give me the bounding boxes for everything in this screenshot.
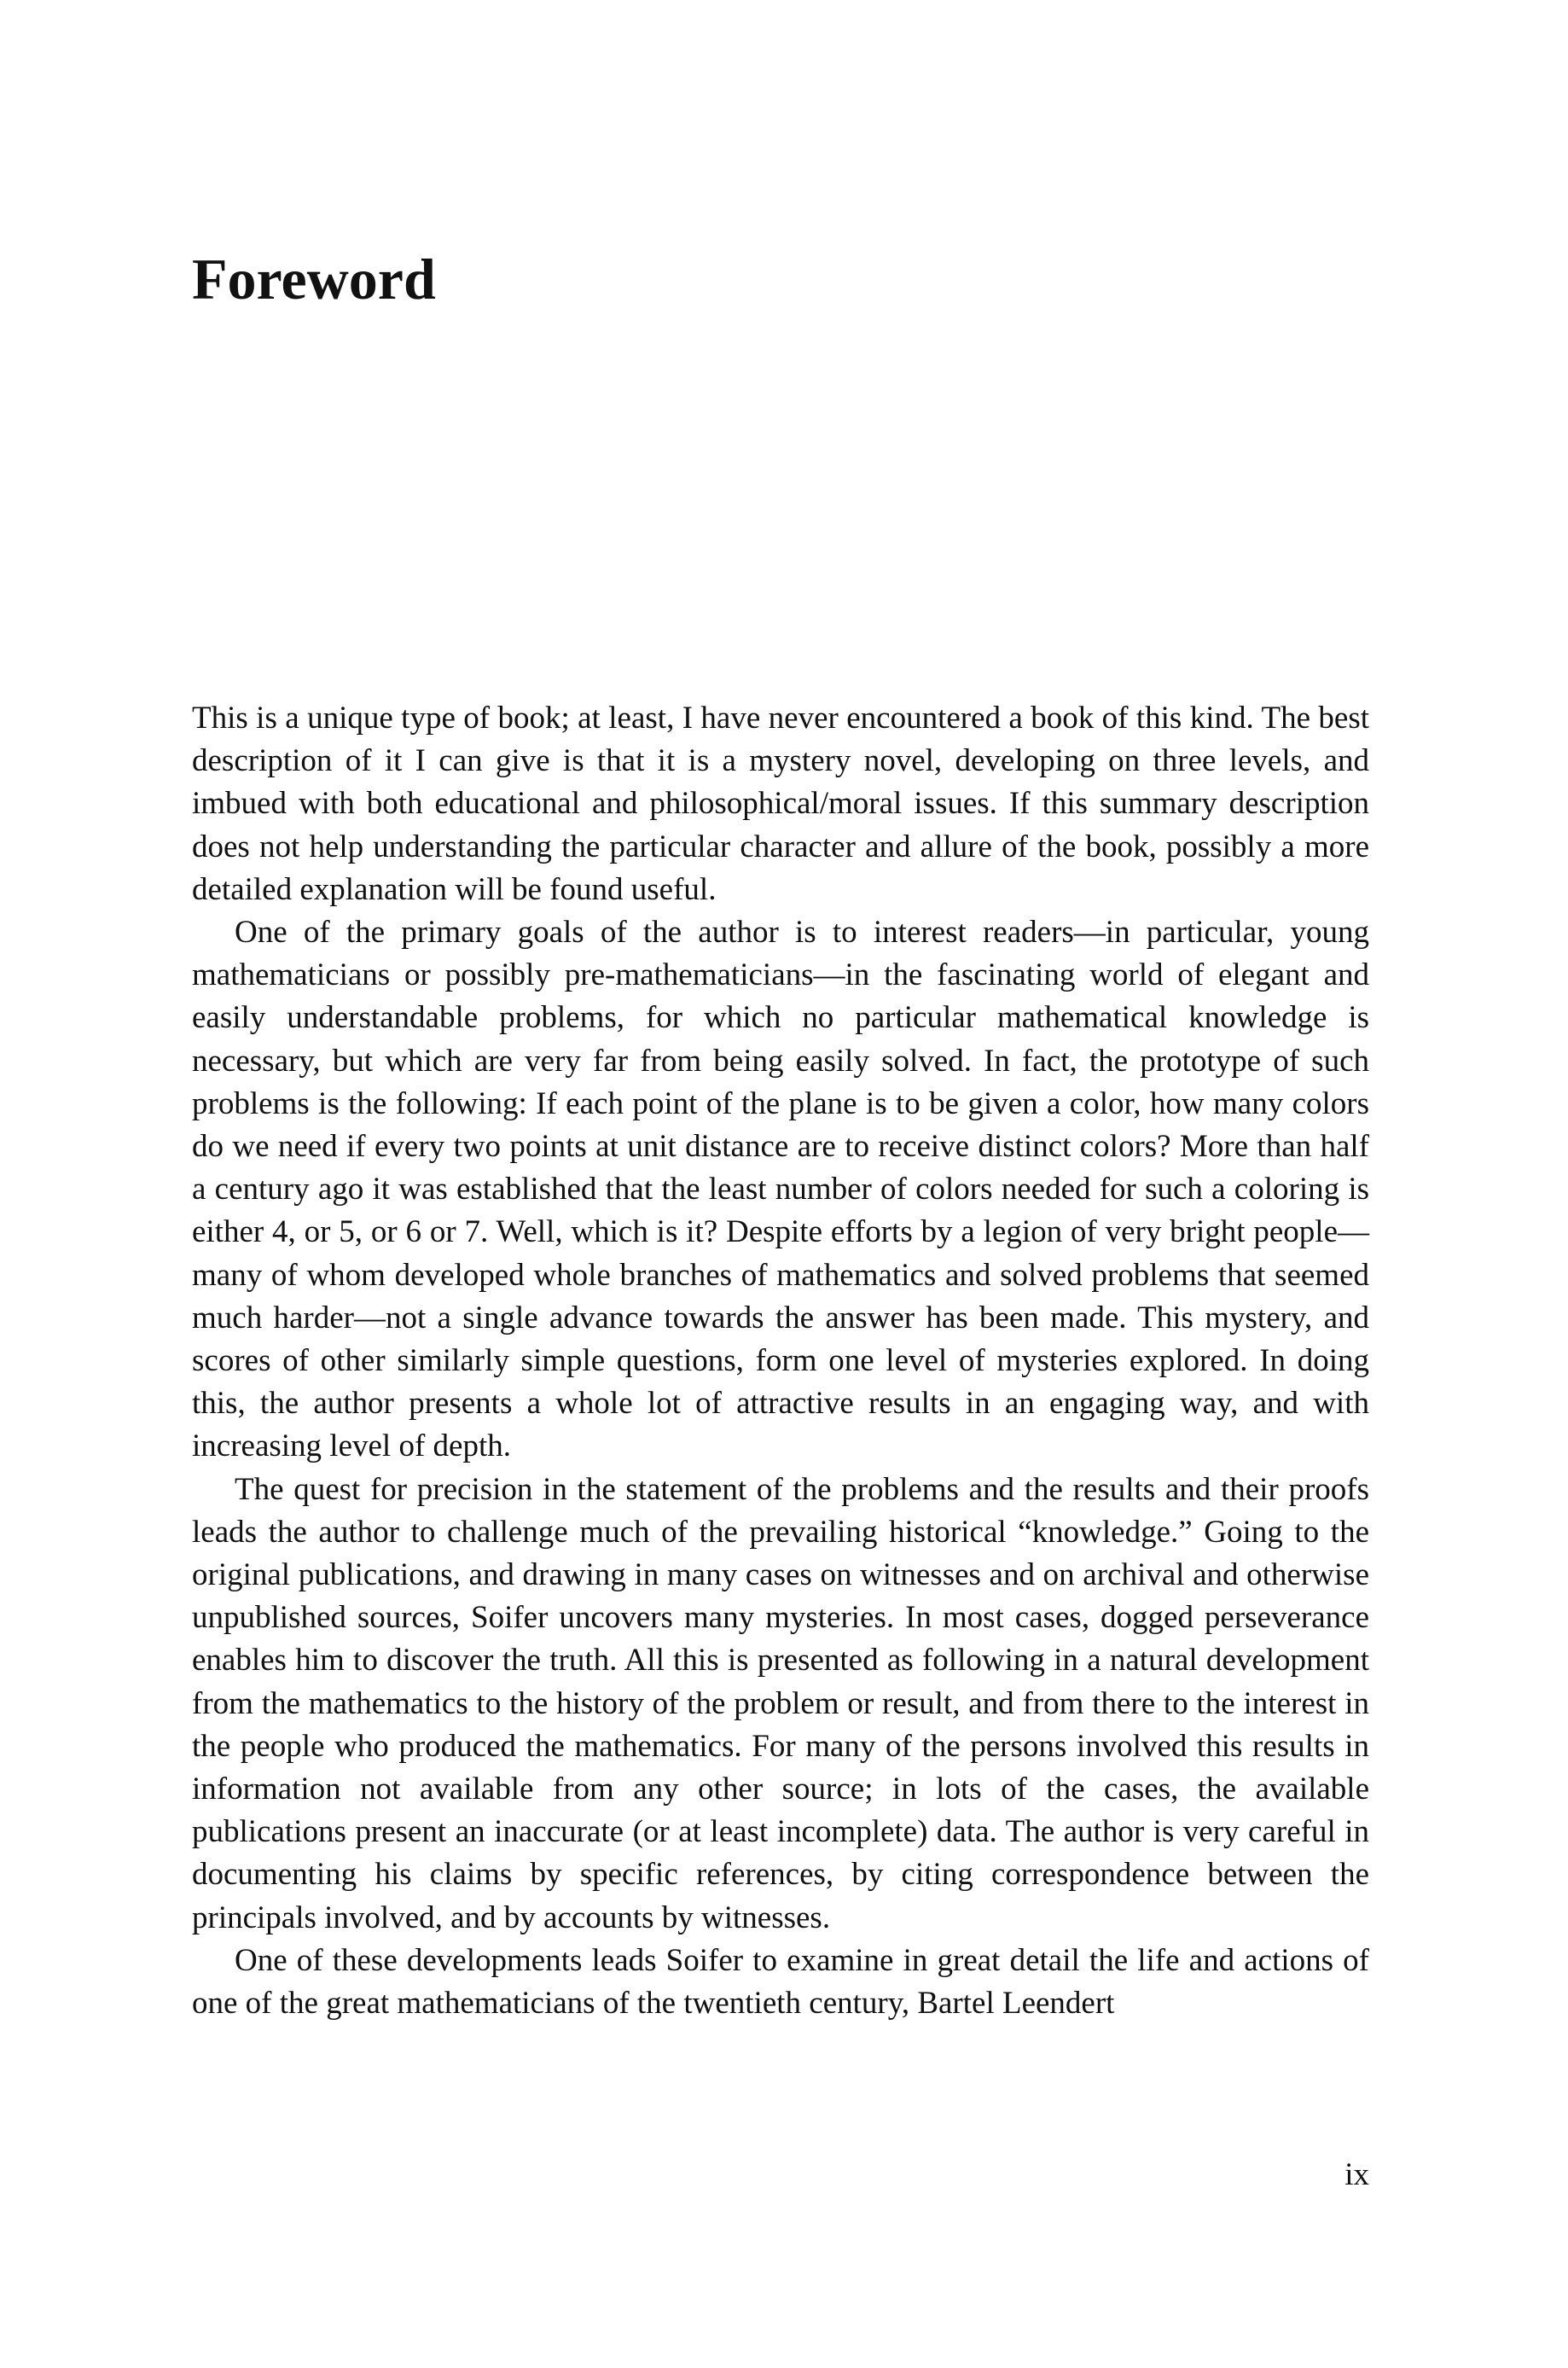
paragraph-4: One of these developments leads Soifer to examine in great detail the life and actions of one of the great mathematicians of the twentieth century, Bartel Leendert [192,1942,1369,2022]
page-number: ix [1344,2157,1369,2192]
foreword-body [192,697,1369,2025]
paragraph-1: This is a unique type of book; at least, I have never encountered a book of this kind. The best description of it I can give is that it is a mystery novel, developing on three levels, and imbued with both educational and philosophical/moral issues. If this summary description does not help understanding the particular character and allure of the book, possibly a more detailed explanation will be found useful. [192,701,1369,907]
chapter-title: Foreword [192,247,436,311]
paragraph-2: One of the primary goals of the author is to interest readers—in particular, young mathematicians or possibly pre-mathematicians—in the fascinating world of elegant and easily understandable problems, for which no particular mathematical knowledge is necessary, but which are very far from being easily solved. In fact, the prototype of such problems is the following: If each point of the plane is to be given a color, how many colors do we need if every two points at unit distance are to receive distinct colors? More than half a century ago it was established that the least number of colors needed for such a coloring is either 4, or 5, or 6 or 7. Well, which is it? Despite efforts by a legion of very bright people—many of whom developed whole branches of mathematics and solved problems that seemed much harder—not a single advance towards the answer has been made. This mystery, and scores of other similarly simple questions, form one level of mysteries explored. In doing this, the author presents a whole lot of attractive results in an engaging way, and with increasing level of depth. [192,915,1369,1464]
paragraph-3: The quest for precision in the statement of the problems and the results and their proofs leads the author to challenge much of the prevailing historical “knowledge.” Going to the original publications, and drawing in many cases on witnesses and on archival and otherwise unpublished sources, Soifer uncovers many mysteries. In most cases, dogged perseverance enables him to discover the truth. All this is presented as following in a natural development from the mathematics to the history of the problem or result, and from there to the interest in the people who produced the mathematics. For many of the persons involved this results in information not available from any other source; in lots of the cases, the available publications present an inaccurate (or at least incomplete) data. The author is very careful in documenting his claims by specific references, by citing correspondence between the principals involved, and by accounts by witnesses. [192,1471,1369,1935]
